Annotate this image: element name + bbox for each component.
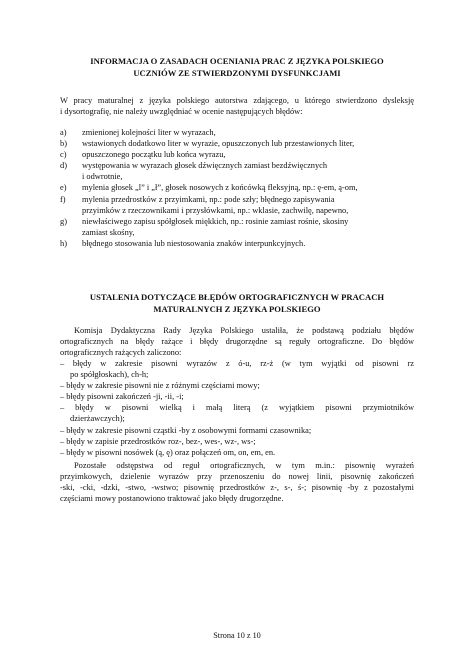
section2-list xyxy=(60,358,414,458)
section2-closing-line-2: przyimkowych, dzielenie wyrazów przy przenoszeniu do nowej linii, pisownię zakończeń xyxy=(60,472,414,482)
list-item-text: występowania w wyrazach głosek dźwięcznych zamiast bezdźwięcznych xyxy=(82,161,328,171)
list-item: – błędy w zakresie pisowni cząstki -by z osobowymi formami czasownika; xyxy=(60,425,312,435)
list-item xyxy=(60,149,414,160)
section2-title-line-2: MATURALNYCH Z JĘZYKA POLSKIEGO xyxy=(153,303,321,314)
list-item xyxy=(60,216,414,238)
list-item-text: opuszczonego początku lub końca wyrazu, xyxy=(82,150,226,160)
list-item-text: wstawionych dodatkowo liter w wyrazie, opuszczonych lub przestawionych liter, xyxy=(82,139,355,149)
list-item xyxy=(60,194,414,216)
section2-closing xyxy=(60,460,414,504)
list-item-text: błędnego stosowania lub niestosowania znaków interpunkcyjnych. xyxy=(82,238,306,248)
list-item-label: d) xyxy=(60,161,67,171)
section2-intro xyxy=(60,325,414,358)
list-item-label: f) xyxy=(60,194,66,204)
list-item-continuation: dzierżawczych); xyxy=(70,414,125,424)
list-item: – błędy pisowni zakończeń -ji, -ii, -i; xyxy=(60,392,184,402)
section2-intro-line-2: ortograficznych na błędy rażące i błędy drugorzędne są reguły ortograficzne. Do błędów xyxy=(60,337,414,347)
section1-intro-line-2: i dysortografię, nie należy uwzględniać w ocenie następujących błędów: xyxy=(60,107,303,117)
page-number: Strona 10 z 10 xyxy=(213,631,261,640)
list-item-label: b) xyxy=(60,139,67,149)
list-item-text: i odwrotnie, xyxy=(82,172,123,182)
list-item xyxy=(60,182,414,193)
list-item: – błędy w zakresie pisowni wyrazów z ó-u, rz-ż (w tym wyjątki od pisowni rz xyxy=(60,359,414,368)
section2-closing-line-1: Pozostałe odstępstwa od reguł ortograficznych, w tym m.in.: pisownię wyrażeń xyxy=(74,461,414,470)
list-item-text: przyimków z rzeczownikami i przysłówkami, np.: wklasie, zachwilę, napewno, xyxy=(82,205,349,215)
list-item-label: h) xyxy=(60,238,67,248)
list-item-text: zamiast skośny, xyxy=(82,227,135,237)
list-item: – błędy w zakresie pisowni nie z różnymi częściami mowy; xyxy=(60,381,260,391)
section1-title-line-1: INFORMACJA O ZASADACH OCENIANIA PRAC Z JĘZYKA POLSKIEGO xyxy=(90,56,384,66)
list-item-label: a) xyxy=(60,128,67,137)
section1-list xyxy=(60,127,414,249)
section1-intro xyxy=(60,95,414,117)
list-item-text: mylenia przedrostków z przyimkami, np.: pode szły; błędnego zapisywania xyxy=(82,194,335,204)
list-item-label: c) xyxy=(60,150,67,160)
section1-intro-line-1: W pracy maturalnej z języka polskiego autorstwa zdającego, u którego stwierdzono dysleksję xyxy=(60,96,414,105)
list-item xyxy=(60,138,414,149)
section2-closing-line-3: -ski, -cki, -dzki, -stwo, -wstwo; pisownię przedrostków z-, s-, ś-; pisownię -by z pozostałymi xyxy=(60,483,414,493)
list-item xyxy=(60,160,414,182)
list-item-continuation: po spółgłoskach), ch-h; xyxy=(70,370,149,380)
section2-intro-line-3: ortograficznych rażących zaliczono: xyxy=(60,348,182,358)
list-item: – błędy w pisowni wielką i małą literą (z wyjątkiem pisowni przymiotników xyxy=(60,403,414,413)
list-item-label: g) xyxy=(60,216,67,226)
section2-title-line-1: USTALENIA DOTYCZĄCE BŁĘDÓW ORTOGRAFICZNYCH W PRACACH xyxy=(89,292,385,302)
list-item-text: niewłaściwego zapisu spółgłosek miękkich, np.: rosinie zamiast rośnie, skosiny xyxy=(82,216,349,226)
list-item xyxy=(60,238,414,249)
section2-intro-line-1: Komisja Dydaktyczna Rady Języka Polskiego ustaliła, że podstawą podziału błędów xyxy=(74,326,414,335)
list-item-label: e) xyxy=(60,183,67,193)
list-item-text: zmienionej kolejności liter w wyrazach, xyxy=(82,128,216,137)
list-item-text: mylenia głosek „l” i „ł”, głosek nosowych z końcówką fleksyjną, np.: ę-em, ą-om, xyxy=(82,183,358,193)
list-item xyxy=(60,127,414,138)
section2-closing-line-4: częściami mowy postanowiono traktować jako błędy drugorzędne. xyxy=(60,494,284,504)
section1-title xyxy=(60,56,414,79)
list-item: – błędy w pisowni nosówek (ą, ę) oraz połączeń om, on, em, en. xyxy=(60,447,276,457)
section2-title xyxy=(60,292,414,315)
list-item: – błędy w zapisie przedrostków roz-, bez-, wes-, wz-, ws-; xyxy=(60,436,256,446)
section1-title-line-2: UCZNIÓW ZE STWIERDZONYMI DYSFUNKCJAMI xyxy=(133,67,341,78)
